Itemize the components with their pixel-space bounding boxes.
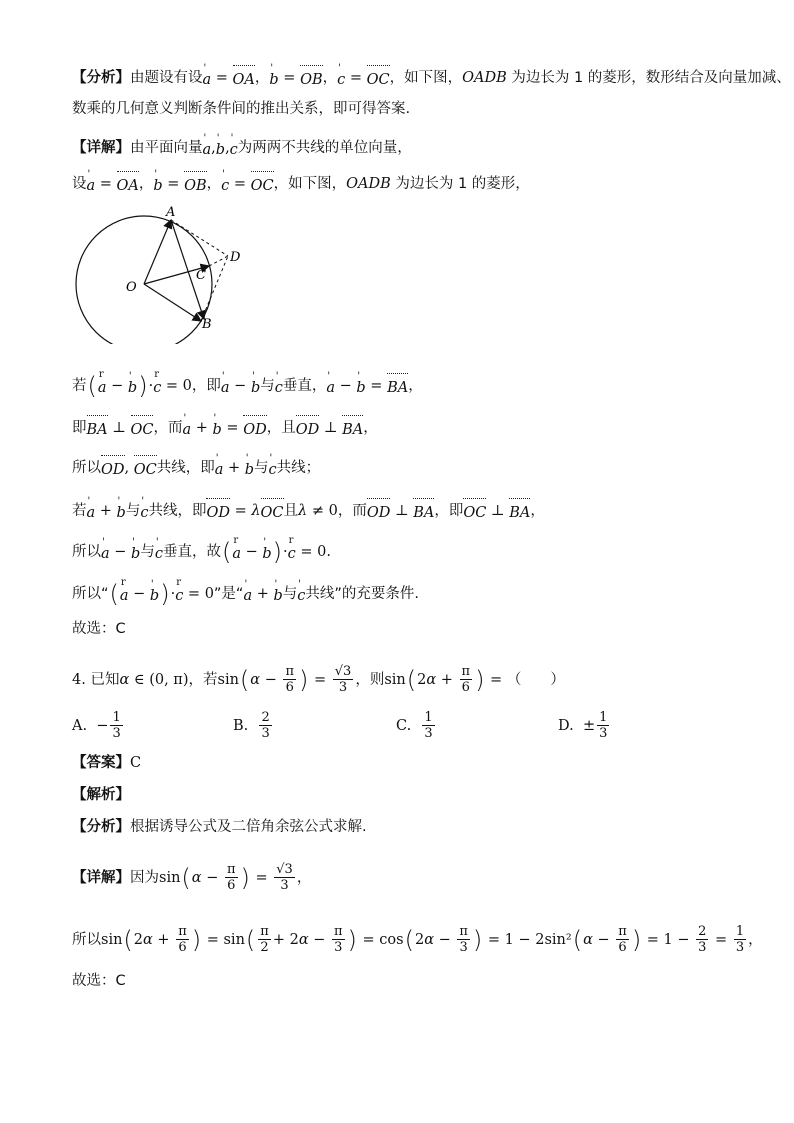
- vector-OA: [144, 220, 171, 284]
- detail-line-2: 设 ' a = OA ， ' b = OB ， ' c = OC ，如下图， OADB 为边长为 1 的菱形，: [72, 170, 734, 197]
- step-line-5: 所以 ' a − ' b 与 ' c 垂直，故 ( r a − ' b ) · r c = 0.: [72, 538, 734, 565]
- label-O: O: [126, 280, 137, 295]
- dashed-BD: [201, 256, 228, 321]
- analysis-tag: 【分析】: [72, 69, 130, 86]
- choose-line-4: 故选：C: [72, 973, 126, 989]
- analysis-4-line: 【分析】 根据诱导公式及二倍角余弦公式求解.: [72, 819, 367, 835]
- option-B: B. $\frac{2}{3}$: [233, 710, 270, 741]
- option-D: D. ± $\frac{1}{3}$: [558, 710, 608, 741]
- label-A: A: [166, 205, 176, 220]
- vector-OB: [144, 284, 201, 321]
- detail-line-1: 【详解】 由平面向量 ' a , ' b , ' c 为两两不共线的单位向量，: [72, 134, 734, 161]
- label-B: B: [202, 317, 212, 332]
- choose-line-1: 故选：C: [72, 621, 126, 637]
- option-C: C. $\frac{1}{3}$: [396, 710, 433, 741]
- parse-line: 【解析】: [72, 787, 130, 803]
- rhombus-circle-figure: [68, 204, 268, 344]
- label-C: C: [196, 268, 206, 283]
- step-line-3: 所以 OD , OC 共线，即 ' a + ' b 与 ' c 共线；: [72, 454, 734, 481]
- answer-line: 【答案】 C: [72, 755, 142, 771]
- option-A: A. − $\frac{1}{3}$: [72, 710, 121, 741]
- step-line-4: 若 ' a + ' b 与 ' c 共线，即 OD = λ OC 且 λ ≠ 0 ，而 OD ⊥ BA ，即 OC ⊥ BA ，: [72, 497, 734, 524]
- detail-4-line-1: 【详解】 因为 sin ( α − $\frac{\pi}{6}$ ) = $\frac{√3}{3}$ ，: [72, 862, 312, 893]
- step-line-6: 所以“ ( r a − ' b ) · r c = 0 ”是“ ' a + ' b 与 ' c 共线”的充要条件.: [72, 580, 734, 607]
- detail-4-line-2: 所以 sin ( 2 α + $\frac{\pi}{6}$ ) = sin ( $\frac{\pi}{2}$ + 2 α − $\frac{\pi}{3}$ ) = cos ( 2 α − $\frac{\pi}{3}$ ) = 1 − 2sin² ( α − $\frac{\pi}{6}$ ) = 1 − $\frac{2}{3}$ = $\frac{1}{3}$ ，: [72, 924, 763, 955]
- analysis-line-1: 【分析】 由题设有设 ' a = OA ， ' b = OB ， ' c = OC ，如下图， OADB 为边长为 1 的菱形，数形结合及向量加减、: [72, 64, 734, 91]
- step-line-2: 即 BA ⊥ OC ，而 ' a + ' b = OD ，且 OD ⊥ BA ，: [72, 414, 734, 441]
- dashed-CD: [209, 256, 228, 266]
- analysis-line-2: 数乘的几何意义判断条件间的推出关系，即可得答案.: [72, 101, 411, 117]
- question-4: 4. 已知 α ∈ (0, π) ，若 sin ( α − $\frac{\pi}{6}$ ) = $\frac{√3}{3}$ ，则 sin ( 2 α + $\frac{\pi}{6}$ ) = （ ）: [72, 664, 565, 695]
- label-D: D: [230, 250, 241, 265]
- step-line-1: 若 ( r a − ' b ) · r c = 0 ，即 ' a − ' b 与 ' c 垂直， ' a − ' b = BA ，: [72, 372, 734, 399]
